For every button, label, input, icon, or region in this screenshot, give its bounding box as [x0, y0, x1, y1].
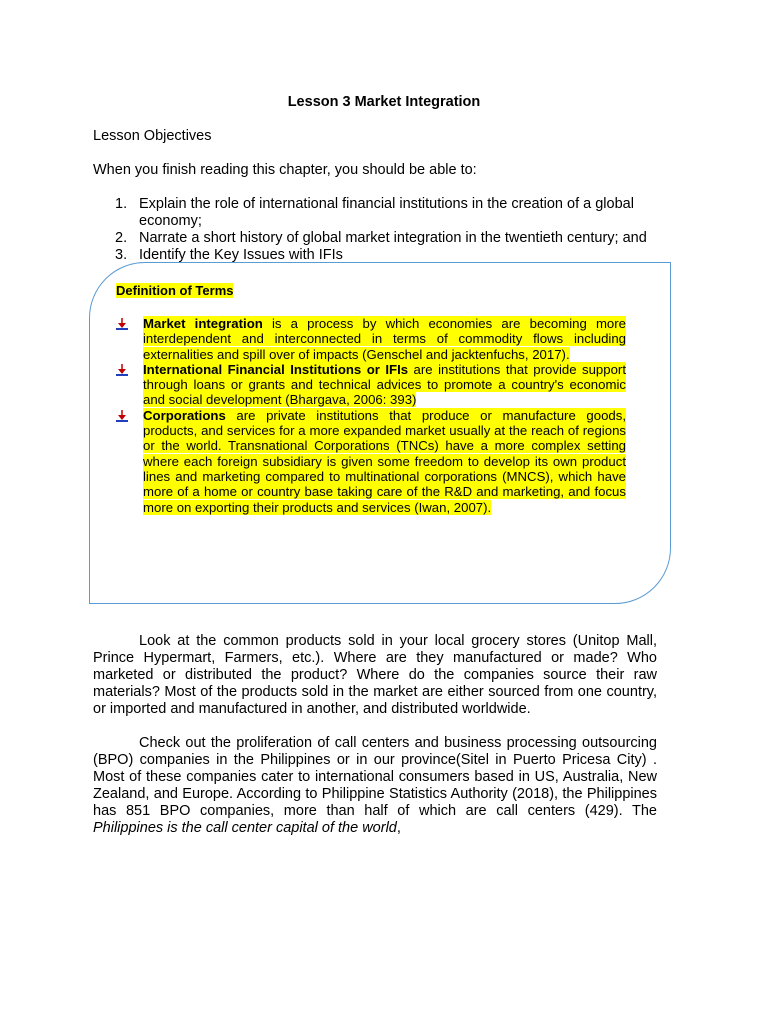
term-name: International Financial Institutions or IFIs: [143, 361, 409, 377]
arrow-bullet-icon: [116, 364, 128, 376]
definitions-heading: Definition of Terms: [116, 283, 234, 298]
term-definition: is a process by which economies are becoming more interdependent and interconnected in terms of commodity flows including externalities and spill over of impacts (Genschel and jacktenfuchs, 2017).: [143, 316, 626, 362]
term-name: Corporations: [143, 407, 226, 423]
definitions-list: [116, 316, 626, 515]
arrow-bullet-icon: [116, 318, 128, 330]
term-name: Market integration: [143, 316, 263, 331]
list-number: 1.: [115, 196, 128, 212]
list-number: 2.: [115, 230, 128, 246]
intro-text: When you finish reading this chapter, you should be able to:: [93, 162, 477, 178]
paragraph-text: Check out the proliferation of call centers and business processing outsourcing (BPO) companies in the Philippines or in our province(Sitel in Puerto Pricesa City) . Most of these companies cater to international consumers based in US, Australia, New Zealand, and Europe. According to Philippine Statistics Authority (2018), the Philippines has 851 BPO companies, more than half of which are call centers (429). The: [93, 735, 657, 819]
objective-text: Identify the Key Issues with IFIs: [139, 247, 343, 263]
lesson-title: Lesson 3 Market Integration: [287, 94, 481, 110]
body-paragraph: [93, 633, 657, 718]
objectives-heading: Lesson Objectives: [93, 128, 212, 144]
objectives-list: [93, 196, 663, 264]
term-definition: are institutions that provide support through loans or grants and technical advices to promote a country's economic and social development (Bhargava, 2006: 393): [143, 361, 626, 408]
list-item: [93, 230, 663, 247]
list-item: [116, 316, 626, 362]
paragraph-text: Look at the common products sold in your local grocery stores (Unitop Mall, Prince Hypermart, Farmers, etc.). Where are they manufactured or made? Who marketed or distributed the product? Where do the companies source their raw materials? Most of the products sold in the market are either sourced from one country, or imported and manufactured in another, and distributed worldwide.: [93, 633, 657, 717]
list-number: 3.: [115, 247, 128, 263]
list-item: [93, 196, 663, 230]
list-item: [116, 408, 626, 515]
emphasis-text: Philippines is the call center capital of the world: [93, 820, 397, 836]
objective-text: Explain the role of international financial institutions in the creation of a global economy;: [139, 196, 634, 229]
term-highlight: [143, 408, 626, 515]
term-highlight: [143, 316, 626, 362]
term-definition: are private institutions that produce or manufacture goods, products, and services for a more expanded market usually at the reach of regions or the world. Transnational Corporations (TNCs) have a more complex setting where each foreign subsidiary is given some freedom to develop its own product lines and marketing compared to multinational corporations (MNCS), which have more of a home or country base taking care of the R&D and marketing, and focus more on exporting their products and services (Iwan, 2007).: [143, 407, 626, 515]
term-highlight: [143, 362, 626, 408]
arrow-bullet-icon: [116, 410, 128, 422]
paragraph-end: ,: [396, 820, 401, 836]
objective-text: Narrate a short history of global market integration in the twentieth century; and: [139, 230, 647, 246]
list-item: [116, 362, 626, 408]
body-paragraph: [93, 735, 657, 837]
